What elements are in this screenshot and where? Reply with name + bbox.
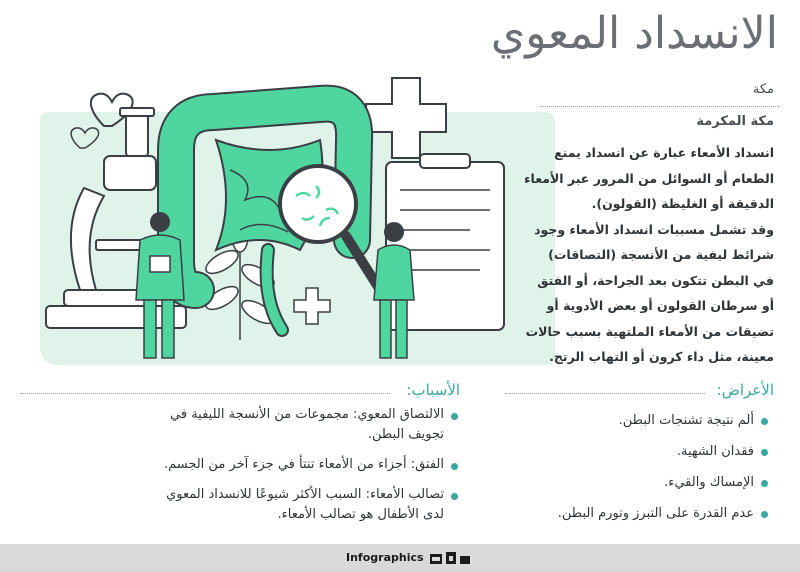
location-region: مكة المكرمة (696, 114, 774, 129)
intestine-illustration (0, 60, 560, 380)
page-title: الانسداد المعوي (490, 8, 778, 59)
causes-heading: الأسباب: (406, 381, 460, 399)
symptoms-divider (505, 393, 705, 394)
symptoms-heading: الأعراض: (716, 381, 774, 399)
list-item: ألم نتيجة تشنجات البطن. (530, 410, 770, 432)
footer-bar (0, 544, 800, 572)
list-item: الإمساك والقيء. (530, 472, 770, 494)
list-item: الفتق: أجزاء من الأمعاء تنتأ في جزء آخر من الجسم. (160, 455, 460, 475)
symptoms-list (530, 410, 770, 534)
makkah-logo-icon (428, 548, 472, 568)
causes-list (160, 405, 460, 535)
divider (540, 106, 780, 107)
intro-paragraph: وقد تشمل مسببات انسداد الأمعاء وجود شرائط ليفية من الأنسجة (التصاقات) في البطن تتكون بعد الجراحة، أو الفتق أو سرطان القولون أو بعض الأدوية أو تضيقات من الأمعاء الملتهبة بسبب حالات معينة، مثل داء كرون أو التهاب الرتج. (525, 221, 774, 364)
causes-divider (20, 393, 390, 394)
list-item: تصالب الأمعاء: السبب الأكثر شيوعًا للانسداد المعوي لدى الأطفال هو تصالب الأمعاء. (160, 485, 460, 525)
location-city: مكة (752, 82, 774, 97)
intro-text (524, 140, 774, 370)
list-item: الالتصاق المعوي: مجموعات من الأنسجة الليفية في تجويف البطن. (160, 405, 460, 445)
intro-paragraph: انسداد الأمعاء عبارة عن انسداد يمنع الطعام أو السوائل من المرور عبر الأمعاء الدقيقة أو الغليظة (القولون). (524, 145, 774, 211)
footer-label: Infographics (346, 551, 424, 564)
list-item: فقدان الشهية. (530, 441, 770, 463)
list-item: عدم القدرة على التبرز وتورم البطن. (530, 503, 770, 525)
